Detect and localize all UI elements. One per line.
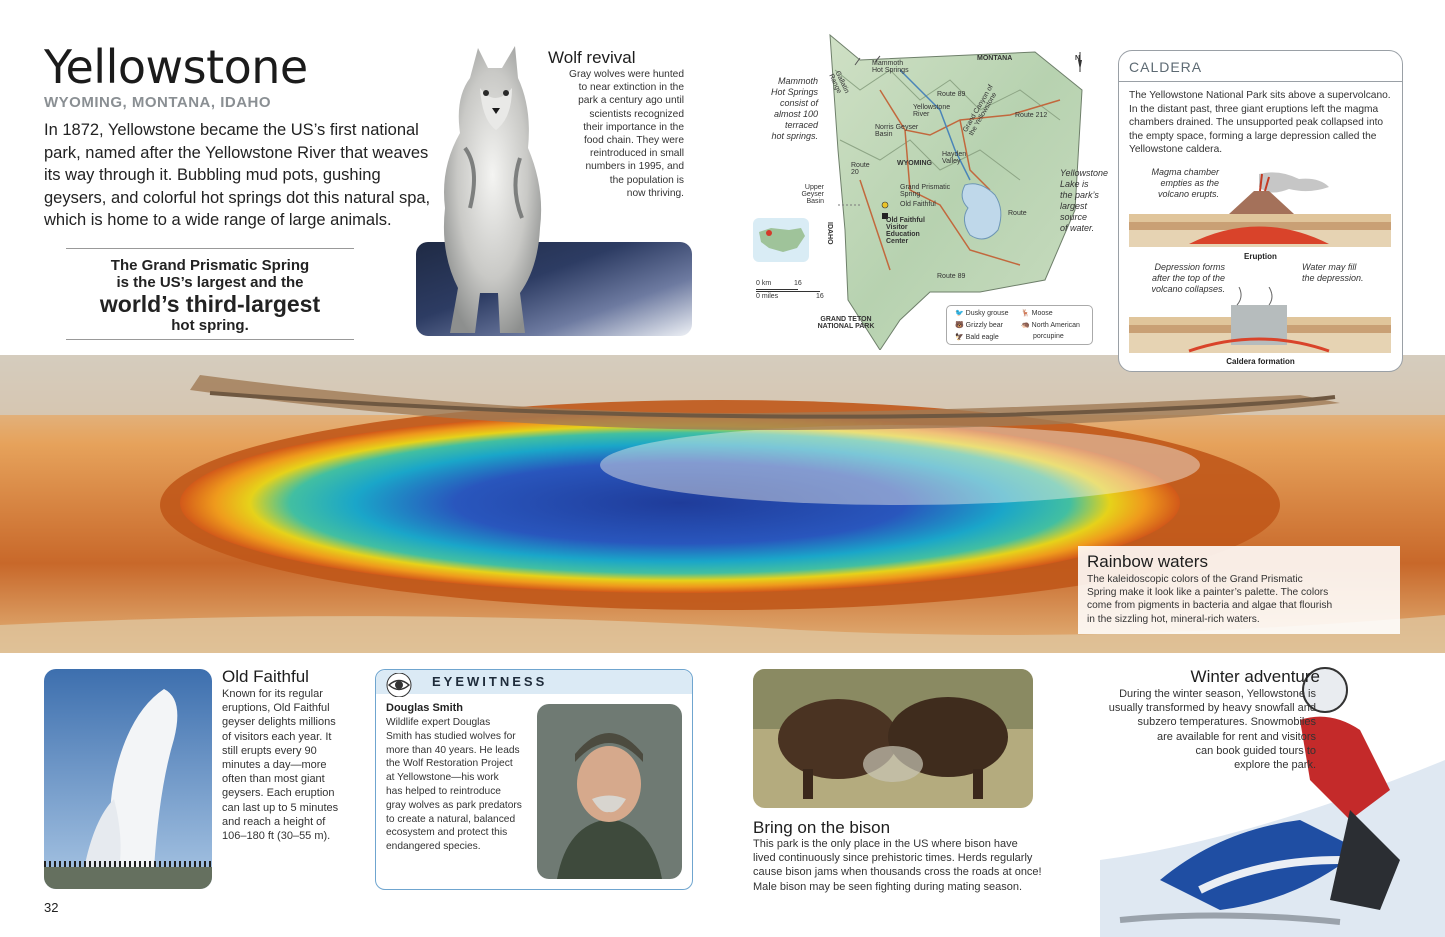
callout-line: almost 100: [773, 109, 818, 119]
caldera-eruption-label: Eruption: [1244, 252, 1277, 261]
map-label-montana: MONTANA: [977, 55, 1013, 62]
map-label-grand-canyon: Grand Canyon of the Yellowstone: [962, 83, 999, 137]
map-label-idaho: IDAHO: [826, 222, 833, 245]
north-arrow-label: N: [1075, 55, 1081, 62]
old-faithful-line: geysers. Each eruption: [222, 787, 335, 800]
caldera-label-line: Water may fill: [1302, 262, 1357, 272]
wolf-line: to near extinction in the: [578, 82, 684, 94]
legend-moose: 🦌 Moose: [1021, 310, 1053, 317]
old-faithful-line: and reach a height of: [222, 815, 326, 828]
winter-text: [1066, 687, 1316, 772]
caldera-label-line: Magma chamber: [1151, 167, 1219, 177]
wolf-line: scientists recognized: [589, 108, 684, 120]
legend-label: Grizzly bear: [965, 322, 1004, 329]
legend-bald-eagle: 🦅 Bald eagle: [955, 334, 999, 341]
legend-label: Bald eagle: [965, 334, 999, 341]
old-faithful-line: often than most giant: [222, 773, 325, 786]
rainbow-line: in the sizzling hot, mineral-rich waters.: [1087, 613, 1260, 625]
map-label-route212: Route 212: [1015, 112, 1048, 119]
caldera-formation-diagram: [1129, 287, 1391, 353]
old-faithful-line: still erupts every 90: [222, 744, 317, 757]
caldera-label-line: empties as the: [1160, 178, 1219, 188]
map-label-norris: Norris Geyser Basin: [875, 124, 919, 138]
caldera-label-line: the depression.: [1302, 273, 1364, 283]
map-label-visitor-center: Old Faithful Visitor Education Center: [886, 217, 925, 245]
caldera-formation-label: Caldera formation: [1226, 357, 1295, 366]
map-label-old-faithful: Old Faithful: [900, 201, 936, 208]
intro-paragraph: In 1872, Yellowstone became the US’s first national park, named after the Yellowstone River that weaves its way through it. Bubbling mud pots, gushing geysers, and colorful hot springs dot this natural spa, which is home to a wide range of large animals.: [44, 121, 431, 229]
callout-line: largest: [1060, 201, 1088, 211]
eyewitness-line: Smith has studied wolves for: [386, 730, 516, 742]
old-faithful-heading: Old Faithful: [222, 667, 309, 686]
old-faithful-line: eruptions, Old Faithful: [222, 702, 330, 715]
map-label-gallatin: Gallatin Range: [827, 70, 851, 95]
winter-line: explore the park.: [1234, 759, 1316, 772]
rainbow-heading: Rainbow waters: [1087, 552, 1208, 571]
wolf-line: reintroduced in small: [590, 148, 684, 160]
bison-photo: [753, 669, 1033, 808]
caldera-label-line: after the top of the: [1151, 273, 1225, 283]
wolf-line: now thriving.: [626, 187, 684, 199]
old-faithful-line: 106–180 ft (30–55 m).: [222, 830, 331, 843]
wolf-line: numbers in 1995, and: [585, 161, 684, 173]
rainbow-text: [1087, 573, 1397, 626]
legend-dusky-grouse: 🐦 Dusky grouse: [955, 310, 1009, 317]
eyewitness-line: to create a natural, balanced: [386, 813, 516, 825]
callout-line: Mammoth: [777, 76, 818, 86]
eyewitness-line: has helped to reintroduce: [386, 785, 501, 797]
eye-icon: [384, 673, 414, 697]
bison-line: cause bison jams when thousands cross the roads at once!: [753, 866, 1042, 879]
map-label-mammoth: Mammoth Hot Springs: [872, 60, 909, 74]
eyewitness-line: gray wolves as park predators: [386, 799, 522, 811]
caldera-heading: CALDERA: [1129, 59, 1203, 75]
page-title: Yellowstone: [44, 40, 308, 94]
rainbow-line: Spring make it look like a painter’s palette. The colors: [1087, 587, 1329, 599]
wolf-line: park a century ago until: [578, 95, 684, 107]
eyewitness-tag: EYEWITNESS: [432, 674, 548, 689]
wolf-heading: Wolf revival: [548, 48, 636, 67]
map-callout-lake: [1060, 168, 1120, 234]
legend-label: Dusky grouse: [965, 310, 1009, 317]
scale-mi-start: 0 miles: [756, 293, 779, 300]
caldera-water-label: [1302, 262, 1392, 284]
map-label-yellowstone-river: Yellowstone River: [913, 104, 951, 118]
quote-line-4: hot spring.: [171, 317, 249, 334]
page-subtitle: WYOMING, MONTANA, IDAHO: [44, 94, 272, 111]
bison-text: [753, 837, 1053, 894]
old-faithful-line: geyser delights millions: [222, 716, 336, 729]
callout-line: consist of: [779, 98, 818, 108]
caldera-panel: [1118, 50, 1403, 372]
caldera-label-line: volcano collapses.: [1151, 284, 1225, 294]
pull-quote: [66, 248, 354, 340]
eyewitness-line: ecosystem and protect this: [386, 827, 508, 839]
map-label-route-right: Route: [1008, 210, 1027, 217]
map-scale-bar: [756, 280, 824, 298]
caldera-label-line: volcano erupts.: [1157, 189, 1219, 199]
eyewitness-line: more than 40 years. He leads: [386, 744, 520, 756]
eyewitness-box: [375, 669, 693, 890]
yellowstone-map: [820, 30, 1100, 350]
rainbow-panel: [1078, 546, 1400, 634]
eyewitness-line: Wildlife expert Douglas: [386, 717, 491, 728]
map-label-wyoming: WYOMING: [897, 160, 932, 167]
winter-line: are available for rent and visitors: [1157, 730, 1316, 743]
map-label-grand-prismatic: Grand Prismatic Spring: [900, 184, 951, 198]
eyewitness-name: Douglas Smith: [386, 702, 464, 714]
map-label-hayden: Hayden Valley: [942, 151, 967, 165]
wolf-text: [534, 68, 684, 200]
legend-grizzly-bear: 🐻 Grizzly bear: [955, 322, 1004, 329]
wolf-line: their importance in the: [583, 121, 684, 133]
callout-line: Yellowstone: [1060, 168, 1109, 178]
map-label-grand-teton: GRAND TETON NATIONAL PARK: [817, 316, 875, 330]
winter-line: During the winter season, Yellowstone is: [1119, 688, 1316, 700]
map-label-upper-geyser: Upper Geyser Basin: [801, 184, 824, 205]
old-faithful-line: minutes a day—more: [222, 759, 327, 772]
legend-porcupine: 🦔 North American: [1021, 322, 1080, 329]
old-faithful-text: [222, 687, 352, 843]
wolf-line: Gray wolves were hunted: [569, 69, 684, 80]
callout-line: source: [1060, 212, 1088, 222]
callout-line: the park’s: [1060, 190, 1099, 200]
map-label-route20: Route 20: [851, 162, 870, 176]
old-faithful-line: Known for its regular: [222, 688, 323, 700]
legend-label: Moose: [1031, 310, 1053, 317]
callout-line: Hot Springs: [770, 87, 818, 97]
caldera-label-line: Depression forms: [1154, 262, 1225, 272]
eyewitness-line: at Yellowstone—his work: [386, 772, 499, 784]
eyewitness-line: endangered species.: [386, 841, 481, 853]
douglas-smith-portrait: [537, 704, 682, 879]
callout-line: Lake is: [1060, 179, 1089, 189]
bison-heading: Bring on the bison: [753, 818, 891, 837]
winter-line: usually transformed by heavy snowfall and: [1108, 702, 1316, 715]
eyewitness-text: [386, 716, 534, 854]
callout-line: of water.: [1060, 223, 1095, 233]
map-label-route89-bottom: Route 89: [937, 273, 966, 280]
quote-line-1: The Grand Prismatic Spring: [110, 257, 310, 274]
caldera-text: The Yellowstone National Park sits above a supervolcano. In the distant past, three giant eruptions left the magma chambers drained. The unsupported peak collapsed into the empty space, forming a large depression called the Yellowstone caldera.: [1129, 90, 1391, 155]
bison-line: Male bison may be seen fighting during mating season.: [753, 880, 1023, 893]
old-faithful-line: of visitors each year. It: [222, 730, 332, 743]
quote-line-3: world’s third-largest: [99, 291, 321, 317]
old-faithful-line: can last up to 5 minutes: [222, 801, 339, 814]
callout-line: terraced: [784, 120, 818, 130]
wolf-line: food chain. They were: [583, 135, 684, 147]
scale-km-end: 16: [794, 280, 802, 287]
bison-line: This park is the only place in the US where bison have: [753, 838, 1018, 850]
quote-line-2: is the US’s largest and the: [116, 274, 304, 291]
scale-mi-end: 16: [816, 293, 824, 300]
us-locator-map-icon: [753, 218, 809, 262]
eruption-diagram: [1129, 169, 1391, 247]
legend-label: North American: [1031, 322, 1080, 329]
winter-line: can book guided tours to: [1195, 744, 1316, 757]
map-legend: [946, 305, 1093, 345]
wolf-line: the population is: [609, 174, 684, 186]
page-number: 32: [44, 900, 59, 915]
callout-line: hot springs.: [771, 131, 818, 141]
bison-line: lived continuously since prehistoric times. Herds regularly: [753, 852, 1033, 865]
old-faithful-photo: [44, 669, 212, 889]
legend-porcupine-2: porcupine: [1033, 333, 1064, 340]
winter-heading: Winter adventure: [1190, 667, 1320, 686]
scale-km-start: 0 km: [756, 280, 772, 287]
map-callout-mammoth: [752, 76, 818, 142]
rainbow-line: come from pigments in bacteria and algae that flourish: [1087, 600, 1333, 612]
eyewitness-line: the Wolf Restoration Project: [386, 758, 513, 770]
winter-line: subzero temperatures. Snowmobiles: [1137, 716, 1316, 729]
map-label-route89-top: Route 89: [937, 91, 966, 98]
rainbow-line: The kaleidoscopic colors of the Grand Prismatic: [1087, 574, 1303, 585]
